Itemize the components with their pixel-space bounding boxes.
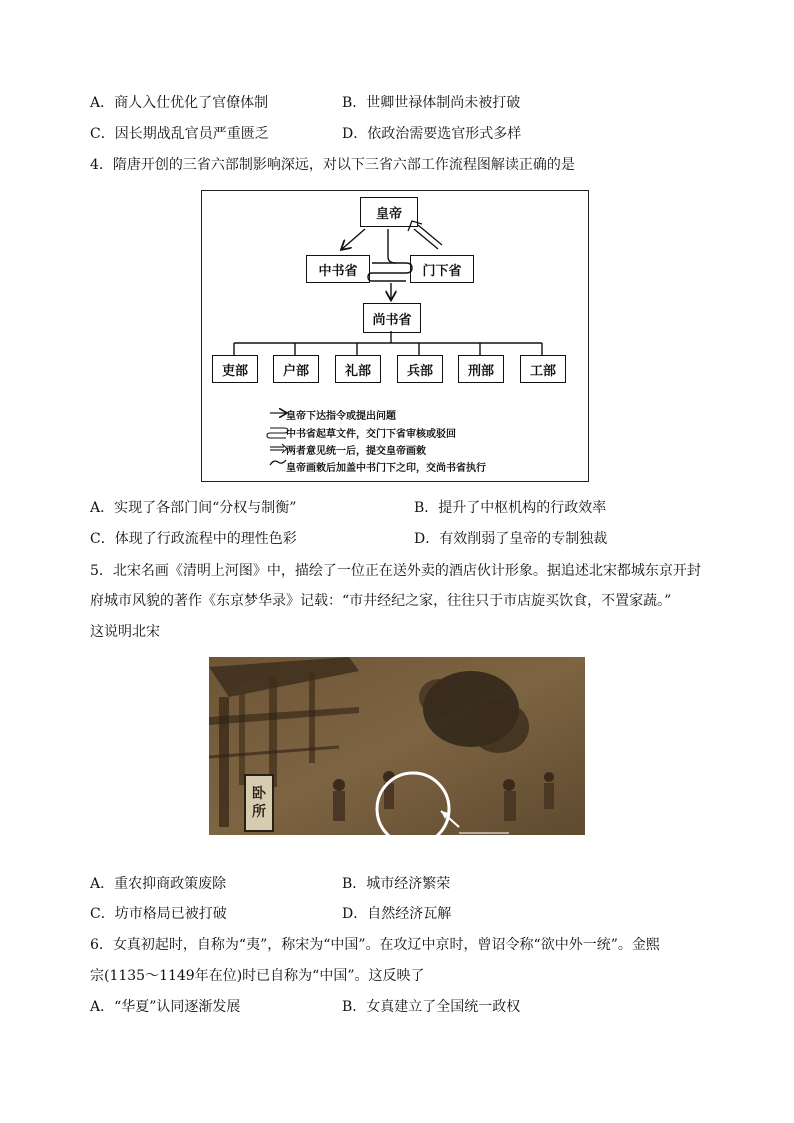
q4-option-b: B．提升了中枢机构的行政效率 — [414, 500, 607, 516]
q3-option-a: A．商人入仕优化了官僚体制 — [90, 95, 269, 111]
q3-option-d: D．依政治需要选官形式多样 — [342, 126, 522, 142]
box-shangshu: 尚书省 — [363, 303, 421, 333]
q3-option-b: B．世卿世禄体制尚未被打破 — [342, 95, 521, 111]
box-ministry-xing: 刑部 — [458, 355, 504, 383]
legend-4: 皇帝画敕后加盖中书门下之印，交尚书省执行 — [286, 463, 486, 474]
q5-option-a: A．重农抑商政策废除 — [90, 876, 227, 892]
q6-stem-line2: 宗(1135～1149年在位)时已自称为“中国”。这反映了 — [90, 968, 425, 984]
q4-stem: 4．隋唐开创的三省六部制影响深远，对以下三省六部工作流程图解读正确的是 — [90, 157, 575, 173]
q6-option-a: A．“华夏”认同逐渐发展 — [90, 999, 241, 1015]
q6-stem-line1: 6．女真初起时，自称为“夷”，称宋为“中国”。在攻辽中京时，曾诏令称“欲中外一统”。金熙 — [90, 937, 660, 953]
q3-option-c: C．因长期战乱官员严重匮乏 — [90, 126, 269, 142]
q5-option-b: B．城市经济繁荣 — [342, 876, 451, 892]
three-departments-flowchart — [201, 190, 589, 482]
box-menxia: 门下省 — [410, 255, 474, 283]
box-emperor: 皇帝 — [360, 197, 418, 227]
q5-option-c: C．坊市格局已被打破 — [90, 906, 227, 922]
q6-option-b: B．女真建立了全国统一政权 — [342, 999, 521, 1015]
box-ministry-hu: 户部 — [273, 355, 319, 383]
box-ministry-gong: 工部 — [520, 355, 566, 383]
q4-option-c: C．体现了行政流程中的理性色彩 — [90, 531, 297, 547]
legend-2: 中书省起草文件，交门下省审核或驳回 — [286, 429, 456, 440]
q5-stem-line1: 5．北宋名画《清明上河图》中，描绘了一位正在送外卖的酒店伙计形象。据追述北宋都城东京开封 — [90, 563, 701, 579]
q5-stem-line3: 这说明北宋 — [90, 624, 160, 640]
box-ministry-bing: 兵部 — [397, 355, 443, 383]
q4-option-d: D．有效削弱了皇帝的专制独裁 — [414, 531, 608, 547]
legend-1: 皇帝下达指令或提出问题 — [286, 411, 396, 422]
q4-option-a: A．实现了各部门间“分权与制衡” — [90, 500, 297, 516]
qingming-painting-image — [209, 657, 585, 835]
painting-sign-text: 卧所 — [252, 786, 266, 820]
q5-stem-line2: 府城市风貌的著作《东京梦华录》记载：“市井经纪之家，往往只于市店旋买饮食，不置家蔬。” — [90, 593, 672, 609]
q5-option-d: D．自然经济瓦解 — [342, 906, 452, 922]
box-zhongshu: 中书省 — [306, 255, 370, 283]
box-ministry-li: 吏部 — [212, 355, 258, 383]
legend-3: 两者意见统一后，提交皇帝画敕 — [286, 446, 426, 457]
box-ministry-li2: 礼部 — [335, 355, 381, 383]
